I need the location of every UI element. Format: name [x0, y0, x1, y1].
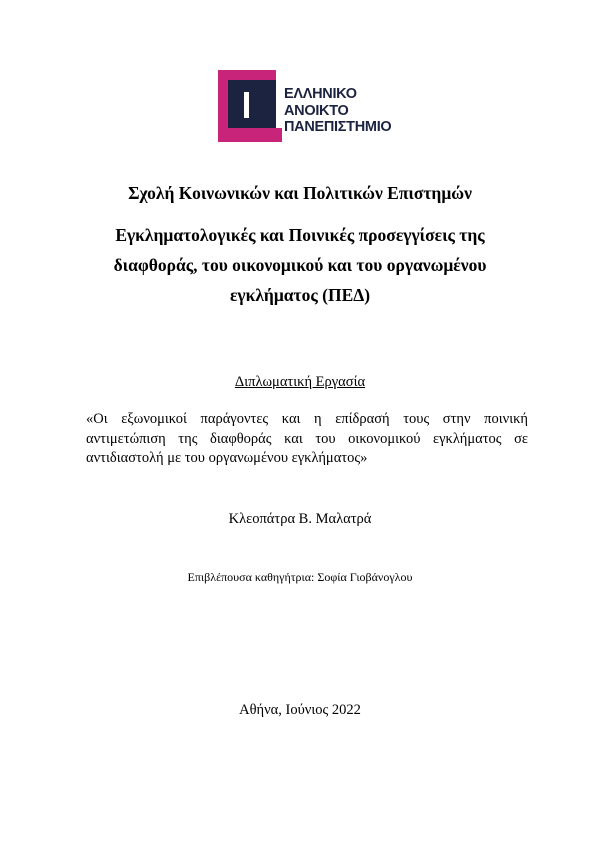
- logo-line-3: ΠΑΝΕΠΙΣΤΗΜΙΟ: [284, 119, 392, 135]
- logo-white-accent: [244, 92, 249, 118]
- logo-line-2: ΑΝΟΙΚΤΟ: [284, 102, 349, 119]
- university-logo: [218, 70, 408, 142]
- program-line-1: Εγκληματολογικές και Ποινικές προσεγγίσεις της: [115, 225, 485, 245]
- program-title: [0, 220, 600, 310]
- school-name: Σχολή Κοινωνικών και Πολιτικών Επιστημών: [128, 183, 472, 203]
- program-line-2: διαφθοράς, του οικονομικού και του οργανωμένου: [113, 255, 487, 275]
- logo-navy-block: [228, 80, 276, 128]
- logo-emblem-icon: [218, 70, 282, 142]
- logo-wordmark: [284, 86, 391, 136]
- thesis-title: «Οι εξωνομικοί παράγοντες και η επίδρασή τους στην ποινική αντιμετώπιση της διαφθοράς και του οικονομικού εγκλήματος σε αντιδιαστολή με του οργανωμένου εγκλήματος»: [86, 411, 528, 466]
- supervisor: Επιβλέπουσα καθηγήτρια: Σοφία Γιοβάνογλου: [187, 570, 413, 584]
- logo-magenta-bar: [228, 128, 282, 142]
- author-name: Κλεοπάτρα Β. Μαλατρά: [228, 511, 372, 527]
- program-line-3: εγκλήματος (ΠΕΔ): [229, 285, 371, 305]
- thesis-type: Διπλωματική Εργασία: [234, 374, 366, 390]
- logo-line-1: ΕΛΛΗΝΙΚΟ: [284, 86, 357, 102]
- place-date: Αθήνα, Ιούνιος 2022: [239, 702, 361, 718]
